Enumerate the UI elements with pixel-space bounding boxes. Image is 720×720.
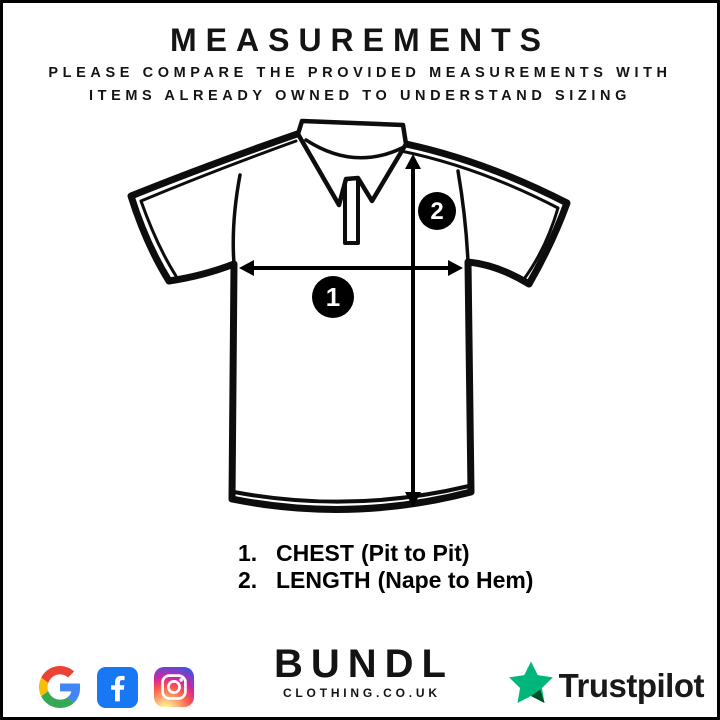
subtitle-line-2: ITEMS ALREADY OWNED TO UNDERSTAND SIZING	[89, 88, 631, 104]
legend-detail: (Nape to Hem)	[377, 567, 534, 593]
marker-chest	[312, 276, 354, 318]
marker-length	[418, 192, 456, 230]
trustpilot-star-icon	[508, 661, 554, 711]
legend-name: LENGTH	[276, 567, 371, 593]
instagram-icon[interactable]	[154, 667, 194, 707]
legend-detail: (Pit to Pit)	[360, 540, 470, 566]
polo-shirt-drawing	[131, 121, 567, 509]
legend-number: 2.	[238, 567, 258, 593]
legend-item-length	[238, 567, 533, 593]
legend-number: 1.	[238, 540, 258, 566]
legend-item-chest	[238, 540, 533, 566]
brand-logo	[274, 642, 454, 700]
measurement-legend	[238, 540, 533, 593]
size-diagram	[3, 3, 720, 720]
trustpilot-logo[interactable]	[508, 661, 704, 711]
google-icon[interactable]	[39, 666, 81, 708]
brand-domain: CLOTHING.CO.UK	[282, 686, 441, 700]
page-title: MEASUREMENTS	[169, 22, 550, 58]
social-icons	[39, 666, 194, 708]
subtitle-line-1: PLEASE COMPARE THE PROVIDED MEASUREMENTS WITH	[48, 65, 672, 81]
marker-length-number: 2	[430, 198, 444, 225]
legend-name: CHEST	[276, 540, 354, 566]
facebook-icon[interactable]	[97, 667, 138, 708]
placket	[345, 178, 358, 243]
brand-name: BUNDL	[274, 642, 454, 686]
trustpilot-wordmark: Trustpilot	[558, 667, 704, 704]
marker-chest-number: 1	[325, 282, 341, 312]
